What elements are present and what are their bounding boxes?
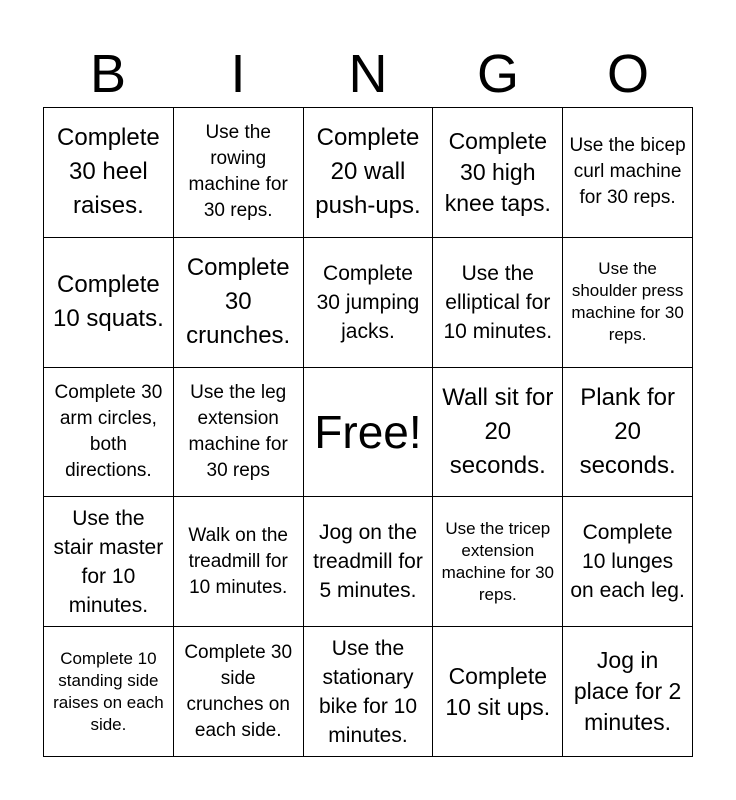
bingo-cell-r1c3[interactable] [304,108,434,238]
bingo-cell-text: Use the stair master for 10 minutes. [53,506,164,617]
bingo-cell-r5c3[interactable] [304,627,434,757]
header-letter-o: O [606,44,649,104]
bingo-cell-text: Use the stationary bike for 10 minutes. [318,636,418,747]
bingo-cell-text: Complete 30 side crunches on each side. [184,641,293,741]
bingo-cell-r1c2[interactable] [174,108,304,238]
bingo-cell-text: Walk on the treadmill for 10 minutes. [188,524,288,598]
bingo-cell-r3c4[interactable] [433,368,563,498]
bingo-cell-r4c5[interactable] [563,497,693,627]
header-letter-g: G [476,44,519,104]
bingo-cell-text: Use the leg extension machine for 30 reps [188,381,288,481]
bingo-cell-text: Complete 30 high knee taps. [444,127,551,216]
bingo-cell-r2c1[interactable] [44,238,174,368]
bingo-cell-text: Use the tricep extension machine for 30 reps. [441,518,555,604]
header-letter-n: N [348,44,388,104]
bingo-cell-text: Complete 10 standing side raises on each side. [53,648,164,734]
bingo-cell-r5c5[interactable] [563,627,693,757]
bingo-cell-text: Complete 10 sit ups. [445,662,551,720]
bingo-cell-text: Complete 30 heel raises. [57,124,160,220]
bingo-cell-r2c3[interactable] [304,238,434,368]
bingo-cell-text: Use the bicep curl machine for 30 reps. [569,135,686,209]
free-space-cell[interactable] [304,368,434,498]
bingo-cell-text: Plank for 20 seconds. [579,383,676,479]
bingo-cell-r4c3[interactable] [304,497,434,627]
bingo-cell-r2c4[interactable] [433,238,563,368]
free-space-text: Free! [314,405,422,458]
bingo-cell-r4c1[interactable] [44,497,174,627]
bingo-cell-r1c4[interactable] [433,108,563,238]
bingo-cell-r2c2[interactable] [174,238,304,368]
bingo-cell-r3c1[interactable] [44,368,174,498]
bingo-cell-text: Complete 30 arm circles, both directions. [54,381,163,481]
bingo-cell-r5c4[interactable] [433,627,563,757]
bingo-cell-r2c5[interactable] [563,238,693,368]
bingo-cell-r1c1[interactable] [44,108,174,238]
bingo-cell-text: Complete 10 squats. [53,271,164,333]
header-letter-i: I [230,44,246,104]
bingo-cell-text: Use the elliptical for 10 minutes. [443,261,553,343]
bingo-cell-text: Complete 10 lunges on each leg. [570,521,685,603]
bingo-cell-text: Jog on the treadmill for 5 minutes. [313,521,423,603]
bingo-cell-text: Wall sit for 20 seconds. [442,383,554,479]
bingo-header [43,40,693,108]
bingo-cell-r3c2[interactable] [174,368,304,498]
bingo-cell-r4c4[interactable] [433,497,563,627]
bingo-cell-text: Complete 20 wall push-ups. [315,124,421,220]
bingo-cell-r5c2[interactable] [174,627,304,757]
bingo-cell-text: Jog in place for 2 minutes. [573,647,682,736]
header-letter-b: B [89,44,127,104]
bingo-cell-text: Use the shoulder press machine for 30 reps. [571,259,684,345]
bingo-board [43,107,693,757]
bingo-cell-r4c2[interactable] [174,497,304,627]
bingo-cell-r5c1[interactable] [44,627,174,757]
bingo-cell-r3c5[interactable] [563,368,693,498]
bingo-cell-text: Use the rowing machine for 30 reps. [188,122,288,222]
bingo-cell-text: Complete 30 jumping jacks. [316,261,420,343]
bingo-cell-text: Complete 30 crunches. [186,254,291,350]
bingo-cell-r1c5[interactable] [563,108,693,238]
